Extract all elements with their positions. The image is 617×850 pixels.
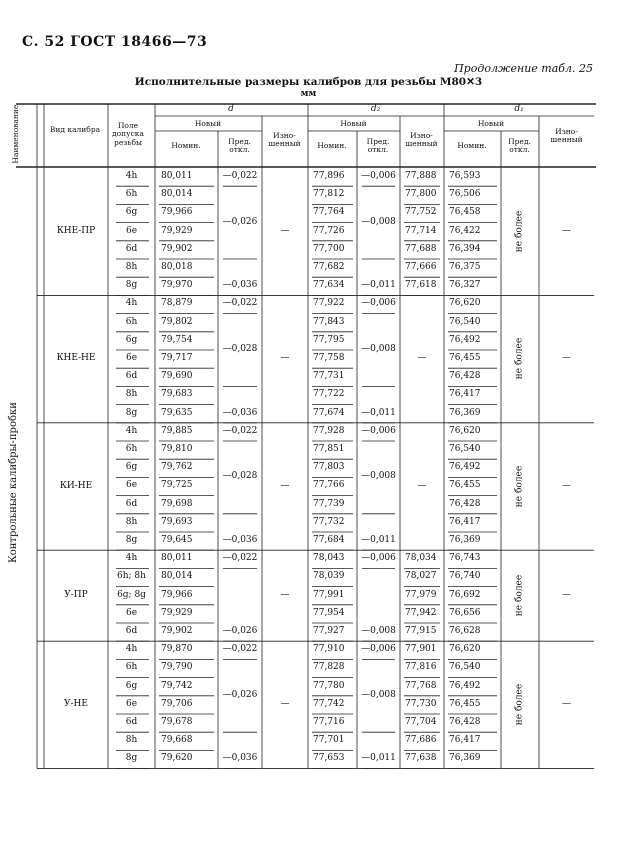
header-new-d2: Новый [340, 119, 367, 128]
d1-nominal: 76,743 [449, 553, 481, 564]
d2-nominal: 77,653 [313, 753, 345, 764]
d2-deviation: —0,011 [361, 407, 396, 418]
d-nominal: 79,706 [161, 698, 193, 709]
tolerance-field: 6e [125, 353, 138, 363]
header-d2: d₂ [370, 104, 381, 114]
d1-worn: — [562, 698, 571, 709]
d2-worn: 77,800 [405, 189, 437, 200]
d2-nominal: 77,739 [313, 498, 345, 509]
d2-nominal: 77,732 [313, 516, 345, 527]
tolerance-field: 6h [125, 316, 138, 327]
tolerance-field: 6h [125, 444, 138, 454]
d1-worn: — [562, 353, 571, 364]
d2-nominal: 77,716 [313, 717, 345, 727]
calibre-kind: У-ПР [64, 589, 88, 600]
d2-nominal: 77,726 [313, 225, 345, 236]
d2-worn: 77,979 [405, 589, 437, 600]
d2-deviation: —0,006 [361, 298, 396, 309]
tolerance-field: 4h [125, 425, 138, 436]
d1-nominal: 76,540 [449, 444, 481, 454]
d2-deviation: —0,008 [361, 626, 396, 636]
d2-nominal: 77,742 [313, 698, 345, 709]
header-name-col: Наименование [10, 104, 20, 164]
d1-nominal: 76,455 [449, 480, 481, 491]
d-nominal: 79,810 [161, 444, 193, 454]
d2-nominal: 77,812 [313, 189, 345, 200]
d1-deviation-note: не более [514, 337, 525, 380]
page-header: С. 52 ГОСТ 18466—73 [22, 34, 208, 50]
d-nominal: 79,966 [161, 589, 193, 600]
d1-nominal: 76,375 [449, 262, 481, 272]
tolerance-field: 6e [125, 607, 138, 618]
tolerance-field: 8g [125, 753, 138, 764]
d2-nominal: 77,927 [313, 626, 345, 636]
d2-deviation: —0,011 [361, 535, 396, 545]
d-nominal: 79,902 [161, 243, 193, 254]
d1-nominal: 76,369 [449, 753, 481, 764]
d-deviation: —0,022 [222, 171, 258, 181]
d-deviation: —0,028 [222, 344, 258, 354]
d1-nominal: 76,327 [449, 280, 481, 291]
d-worn: — [280, 589, 290, 600]
tolerance-field: 6e [125, 225, 138, 236]
d-worn: — [280, 698, 290, 709]
d1-nominal: 76,417 [449, 735, 481, 746]
tolerance-field: 4h [125, 553, 138, 564]
d1-deviation-note: не более [514, 210, 525, 252]
d-nominal: 79,698 [161, 498, 193, 509]
header-worn-d: Изно-шенный [268, 131, 301, 149]
d2-worn: 77,730 [405, 698, 437, 709]
continuation-note: Продолжение табл. 25 [454, 62, 593, 75]
d2-nominal: 77,701 [313, 735, 345, 746]
d1-nominal: 76,593 [449, 171, 481, 181]
d-nominal: 80,014 [161, 189, 193, 200]
d1-nominal: 76,369 [449, 407, 481, 418]
d-nominal: 79,742 [161, 680, 193, 691]
d-worn: — [280, 225, 290, 236]
d1-nominal: 76,458 [449, 207, 481, 218]
calibre-kind: У-НЕ [64, 698, 88, 709]
d-deviation: —0,036 [222, 280, 258, 291]
d2-deviation: —0,011 [361, 753, 396, 764]
d-nominal: 79,966 [161, 207, 193, 218]
d2-deviation: —0,006 [361, 553, 396, 564]
d1-nominal: 76,692 [449, 589, 481, 600]
header-pred-d1: Пред. откл. [508, 137, 531, 155]
d-deviation: —0,026 [222, 689, 258, 700]
d-nominal: 79,885 [161, 425, 193, 436]
d1-nominal: 76,540 [449, 662, 481, 673]
d-deviation: —0,022 [222, 425, 258, 436]
d2-nominal: 77,910 [313, 644, 345, 655]
d1-nominal: 76,506 [449, 189, 481, 200]
d-nominal: 79,620 [161, 753, 193, 764]
d1-nominal: 76,656 [449, 607, 481, 618]
calibre-kind: КИ-НЕ [59, 480, 93, 491]
d2-nominal: 77,682 [313, 262, 345, 272]
tolerance-field: 8h [125, 262, 138, 272]
header-d: d [228, 104, 234, 114]
header-nomin-d: Номин. [171, 141, 201, 150]
d2-worn: 77,768 [405, 680, 437, 691]
d2-worn: 77,942 [405, 607, 437, 618]
d2-worn: 77,816 [405, 662, 437, 673]
tolerance-field: 8g [125, 535, 138, 545]
d2-nominal: 78,039 [313, 571, 345, 582]
table-title: Исполнительные размеры калибров для резьбы М80✕3 [134, 76, 483, 88]
d2-worn: 77,638 [405, 753, 437, 764]
d2-worn: — [417, 353, 427, 364]
d2-nominal: 77,700 [313, 243, 345, 254]
d-nominal: 80,014 [161, 571, 193, 582]
d2-deviation: —0,006 [361, 644, 396, 655]
header-pred-d2: Пред. откл. [366, 137, 390, 155]
d2-nominal: 77,991 [313, 589, 345, 600]
header-worn-d2: Изно-шенный [405, 131, 438, 149]
d2-nominal: 77,896 [313, 171, 345, 181]
d2-worn: 77,686 [405, 735, 437, 746]
d-nominal: 79,725 [161, 480, 193, 491]
tolerance-field: 6h; 8h [117, 571, 146, 582]
d-nominal: 79,870 [161, 644, 193, 655]
d1-nominal: 76,492 [449, 334, 481, 345]
tolerance-field: 8g [125, 280, 138, 291]
d1-nominal: 76,628 [449, 626, 481, 636]
d2-nominal: 77,851 [313, 444, 345, 454]
d-deviation: —0,036 [222, 407, 258, 418]
d2-nominal: 78,043 [313, 553, 345, 564]
d-deviation: —0,036 [222, 753, 258, 764]
d-worn: — [280, 353, 290, 364]
tolerance-field: 6d [125, 717, 138, 727]
header-nomin-d1: Номин. [457, 141, 487, 150]
tolerance-field: 6d [125, 243, 138, 254]
d-nominal: 80,011 [161, 171, 193, 181]
tolerance-field: 6e [125, 480, 138, 491]
d-nominal: 79,693 [161, 516, 193, 527]
group-label-vertical: Контрольные калибры-пробки [8, 402, 19, 563]
d2-deviation: —0,006 [361, 171, 396, 181]
d2-worn: 77,714 [405, 225, 437, 236]
d2-worn: 77,888 [405, 171, 437, 181]
d2-nominal: 77,843 [313, 316, 345, 327]
d1-nominal: 76,492 [449, 462, 481, 473]
tolerance-field: 8h [125, 516, 138, 527]
d1-nominal: 76,369 [449, 535, 481, 545]
d2-nominal: 77,954 [313, 607, 345, 618]
tolerance-field: 6g; 8g [117, 589, 146, 600]
d-nominal: 78,879 [161, 298, 193, 309]
d2-nominal: 77,928 [313, 425, 345, 436]
header-d1: d₁ [514, 104, 524, 114]
d2-worn: 77,704 [405, 717, 437, 727]
header-tol-col: Поле допуска резьбы [112, 121, 144, 147]
header-new-d: Новый [194, 119, 222, 128]
d1-nominal: 76,455 [449, 698, 481, 709]
d2-worn: 77,618 [405, 280, 437, 291]
d1-deviation-note: не более [514, 465, 525, 507]
d2-nominal: 77,766 [313, 480, 345, 491]
d-nominal: 79,717 [161, 353, 193, 363]
d1-nominal: 76,540 [449, 316, 481, 327]
d2-nominal: 77,795 [313, 334, 345, 345]
d2-deviation: —0,008 [361, 216, 396, 227]
d2-worn: 77,666 [405, 262, 437, 272]
d2-deviation: —0,008 [361, 344, 396, 354]
d-nominal: 79,790 [161, 662, 193, 673]
d-deviation: —0,036 [222, 535, 258, 545]
d2-worn: 77,901 [405, 644, 437, 655]
d2-nominal: 77,722 [313, 389, 345, 400]
d-nominal: 79,683 [161, 389, 193, 400]
d-nominal: 79,668 [161, 735, 193, 746]
table-units: мм [300, 89, 317, 99]
d1-worn: — [562, 480, 571, 491]
tolerance-field: 6e [125, 698, 138, 709]
d2-nominal: 77,764 [313, 207, 345, 218]
d1-nominal: 76,417 [449, 389, 481, 400]
d1-nominal: 76,417 [449, 516, 481, 527]
header-nomin-d2: Номин. [317, 141, 347, 150]
d1-nominal: 76,428 [449, 717, 481, 727]
d-deviation: —0,022 [222, 298, 258, 309]
tolerance-field: 6h [125, 189, 138, 200]
d1-nominal: 76,422 [449, 225, 481, 236]
d1-nominal: 76,428 [449, 498, 481, 509]
tolerance-field: 4h [125, 171, 138, 181]
tolerance-field: 6d [125, 626, 138, 636]
d2-nominal: 77,758 [313, 353, 345, 363]
tolerance-field: 6g [125, 462, 138, 473]
tolerance-field: 8g [125, 407, 138, 418]
d-nominal: 79,929 [161, 225, 193, 236]
d2-worn: — [417, 480, 427, 491]
d-nominal: 79,754 [161, 334, 193, 345]
d-nominal: 79,929 [161, 607, 193, 618]
tolerance-field: 4h [125, 298, 138, 309]
d-deviation: —0,028 [222, 471, 258, 482]
tolerance-field: 6h [125, 662, 138, 673]
calibre-kind: КНЕ-НЕ [56, 353, 96, 364]
d-nominal: 79,802 [161, 316, 193, 327]
tolerance-field: 6g [125, 680, 138, 691]
d2-deviation: —0,008 [361, 689, 396, 700]
d2-nominal: 77,684 [313, 535, 345, 545]
d-nominal: 80,018 [161, 262, 193, 272]
d1-deviation-note: не более [514, 683, 525, 726]
tolerance-field: 6d [125, 371, 138, 382]
d1-nominal: 76,394 [449, 243, 481, 254]
d2-nominal: 77,731 [313, 371, 345, 382]
d-deviation: —0,026 [222, 216, 258, 227]
d1-deviation-note: не более [514, 574, 525, 616]
d-deviation: —0,026 [222, 626, 258, 636]
d1-nominal: 76,492 [449, 680, 481, 691]
d2-worn: 77,688 [405, 243, 437, 254]
d-nominal: 79,762 [161, 462, 193, 473]
d2-worn: 78,034 [405, 553, 437, 564]
tolerance-field: 8h [125, 389, 138, 400]
d1-nominal: 76,620 [449, 644, 481, 655]
d2-worn: 77,915 [405, 626, 437, 636]
d-nominal: 79,635 [161, 407, 193, 418]
d2-deviation: —0,006 [361, 425, 396, 436]
tolerance-field: 6g [125, 334, 138, 345]
d2-nominal: 77,674 [313, 407, 345, 418]
d2-worn: 77,752 [405, 207, 437, 218]
d-deviation: —0,022 [222, 553, 258, 564]
d-deviation: —0,022 [222, 644, 258, 655]
d2-nominal: 77,828 [313, 662, 345, 673]
d1-worn: — [562, 225, 571, 236]
d1-nominal: 76,428 [449, 371, 481, 382]
d2-worn: 78,027 [405, 571, 437, 582]
tolerance-field: 6d [125, 498, 138, 509]
d2-deviation: —0,008 [361, 471, 396, 482]
header-pred-d: Пред. откл. [228, 137, 251, 155]
d2-nominal: 77,634 [313, 280, 345, 291]
d-nominal: 79,645 [161, 535, 193, 545]
calibre-kind: КНЕ-ПР [56, 225, 96, 236]
d2-nominal: 77,780 [313, 680, 345, 691]
d1-nominal: 76,455 [449, 353, 481, 363]
d2-nominal: 77,922 [313, 298, 345, 309]
d-nominal: 79,902 [161, 626, 193, 636]
d-nominal: 79,690 [161, 371, 193, 382]
d1-nominal: 76,620 [449, 425, 481, 436]
d-nominal: 80,011 [161, 553, 193, 564]
d1-nominal: 76,620 [449, 298, 481, 309]
d1-worn: — [562, 589, 571, 600]
header-kind-col: Вид калибра [49, 125, 101, 134]
d-worn: — [280, 480, 290, 491]
tolerance-field: 4h [125, 644, 138, 655]
header-worn-d1: Изно-шенный [550, 127, 583, 145]
tolerance-field: 6g [125, 207, 138, 218]
header-new-d1: Новый [477, 119, 505, 128]
d1-nominal: 76,740 [449, 571, 481, 582]
d-nominal: 79,970 [161, 280, 193, 291]
tolerance-field: 8h [125, 735, 138, 746]
d2-deviation: —0,011 [361, 280, 396, 291]
d2-nominal: 77,803 [313, 462, 345, 473]
d-nominal: 79,678 [161, 717, 193, 727]
